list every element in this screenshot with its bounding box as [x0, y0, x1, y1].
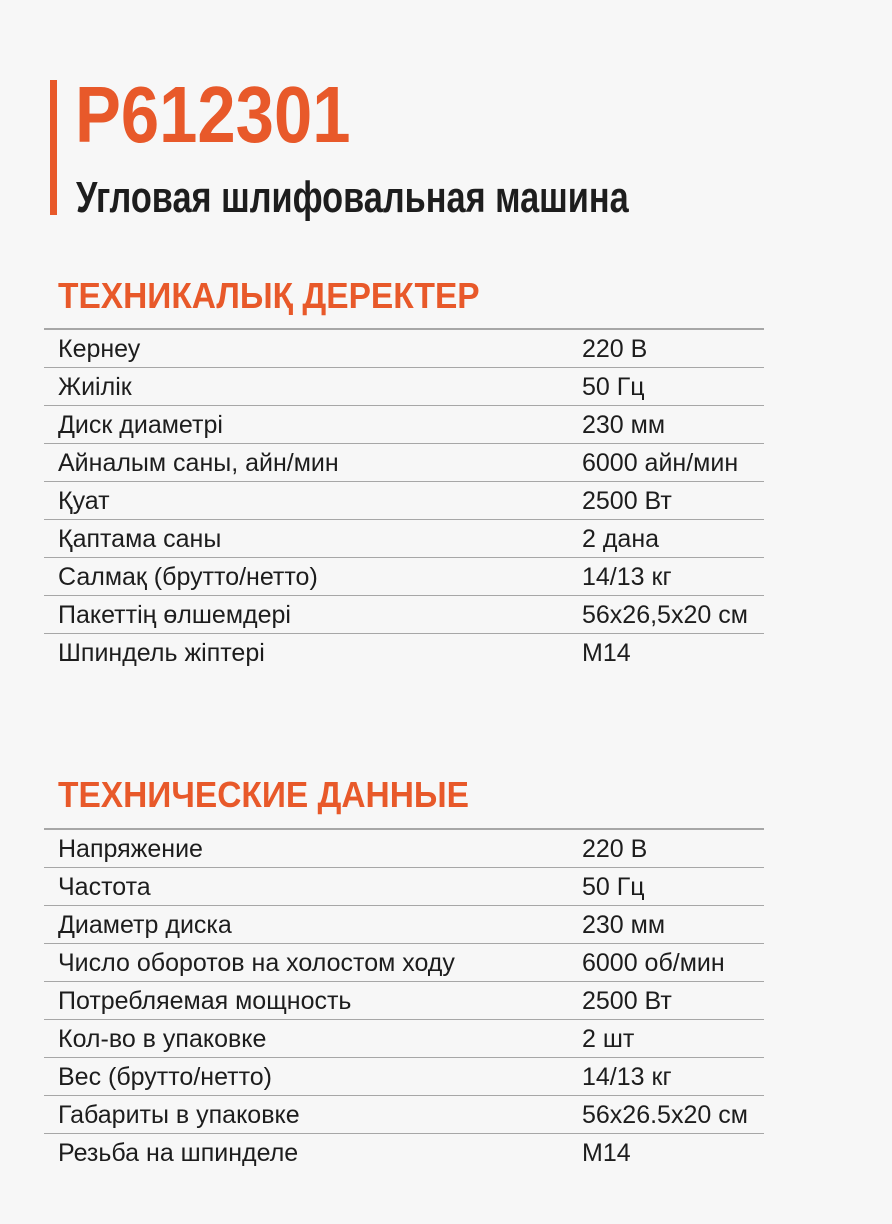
spec-value: 56x26.5x20 см — [582, 1101, 748, 1129]
spec-label: Частота — [58, 873, 151, 901]
spec-table-kazakh — [44, 328, 764, 672]
spec-label: Кернеу — [58, 335, 141, 363]
accent-bar — [50, 80, 57, 215]
spec-label: Пакеттің өлшемдері — [58, 601, 291, 629]
spec-row — [44, 830, 764, 868]
spec-row — [44, 596, 764, 634]
spec-label: Диаметр диска — [58, 911, 232, 939]
spec-value: 14/13 кг — [582, 1063, 672, 1091]
spec-row — [44, 1134, 764, 1172]
spec-value: 230 мм — [582, 911, 666, 939]
spec-row — [44, 868, 764, 906]
spec-label: Қуат — [58, 487, 110, 515]
spec-label: Диск диаметрі — [58, 411, 223, 439]
spec-row — [44, 368, 764, 406]
spec-value: 220 В — [582, 835, 648, 863]
spec-table-russian — [44, 828, 764, 1172]
spec-row — [44, 1020, 764, 1058]
spec-row — [44, 982, 764, 1020]
spec-value: 2500 Вт — [582, 987, 672, 1015]
spec-value: M14 — [582, 639, 631, 667]
spec-row — [44, 444, 764, 482]
spec-value: 14/13 кг — [582, 563, 672, 591]
spec-value: 2500 Вт — [582, 487, 672, 515]
spec-value: 56x26,5x20 см — [582, 601, 748, 629]
product-name: Угловая шлифовальная машина — [76, 173, 629, 222]
spec-label: Вес (брутто/нетто) — [58, 1063, 272, 1091]
spec-row — [44, 558, 764, 596]
spec-row — [44, 906, 764, 944]
spec-label: Айналым саны, айн/мин — [58, 449, 339, 477]
spec-row — [44, 330, 764, 368]
section-title-russian: ТЕХНИЧЕСКИЕ ДАННЫЕ — [58, 774, 470, 815]
spec-value: 230 мм — [582, 411, 666, 439]
section-title-kazakh: ТЕХНИКАЛЫҚ ДЕРЕКТЕР — [58, 275, 480, 316]
spec-row — [44, 1096, 764, 1134]
spec-value: 2 дана — [582, 525, 660, 553]
spec-label: Габариты в упаковке — [58, 1101, 300, 1129]
spec-value: 2 шт — [582, 1025, 635, 1053]
spec-value: 220 В — [582, 335, 648, 363]
spec-label: Шпиндель жіптері — [58, 639, 265, 667]
spec-label: Потребляемая мощность — [58, 987, 352, 1015]
spec-value: 6000 айн/мин — [582, 449, 739, 477]
model-number: P612301 — [75, 70, 351, 159]
spec-row — [44, 1058, 764, 1096]
spec-label: Резьба на шпинделе — [58, 1139, 299, 1167]
spec-value: 50 Гц — [582, 373, 645, 401]
spec-label: Салмақ (брутто/нетто) — [58, 563, 318, 591]
spec-label: Напряжение — [58, 835, 203, 863]
spec-label: Число оборотов на холостом ходу — [58, 949, 455, 977]
spec-row — [44, 406, 764, 444]
spec-label: Қаптама саны — [58, 525, 222, 553]
spec-row — [44, 482, 764, 520]
spec-value: 6000 об/мин — [582, 949, 725, 977]
spec-label: Жиілік — [58, 373, 132, 401]
spec-value: M14 — [582, 1139, 631, 1167]
spec-row — [44, 944, 764, 982]
spec-row — [44, 634, 764, 672]
spec-row — [44, 520, 764, 558]
spec-value: 50 Гц — [582, 873, 645, 901]
spec-label: Кол-во в упаковке — [58, 1025, 267, 1053]
